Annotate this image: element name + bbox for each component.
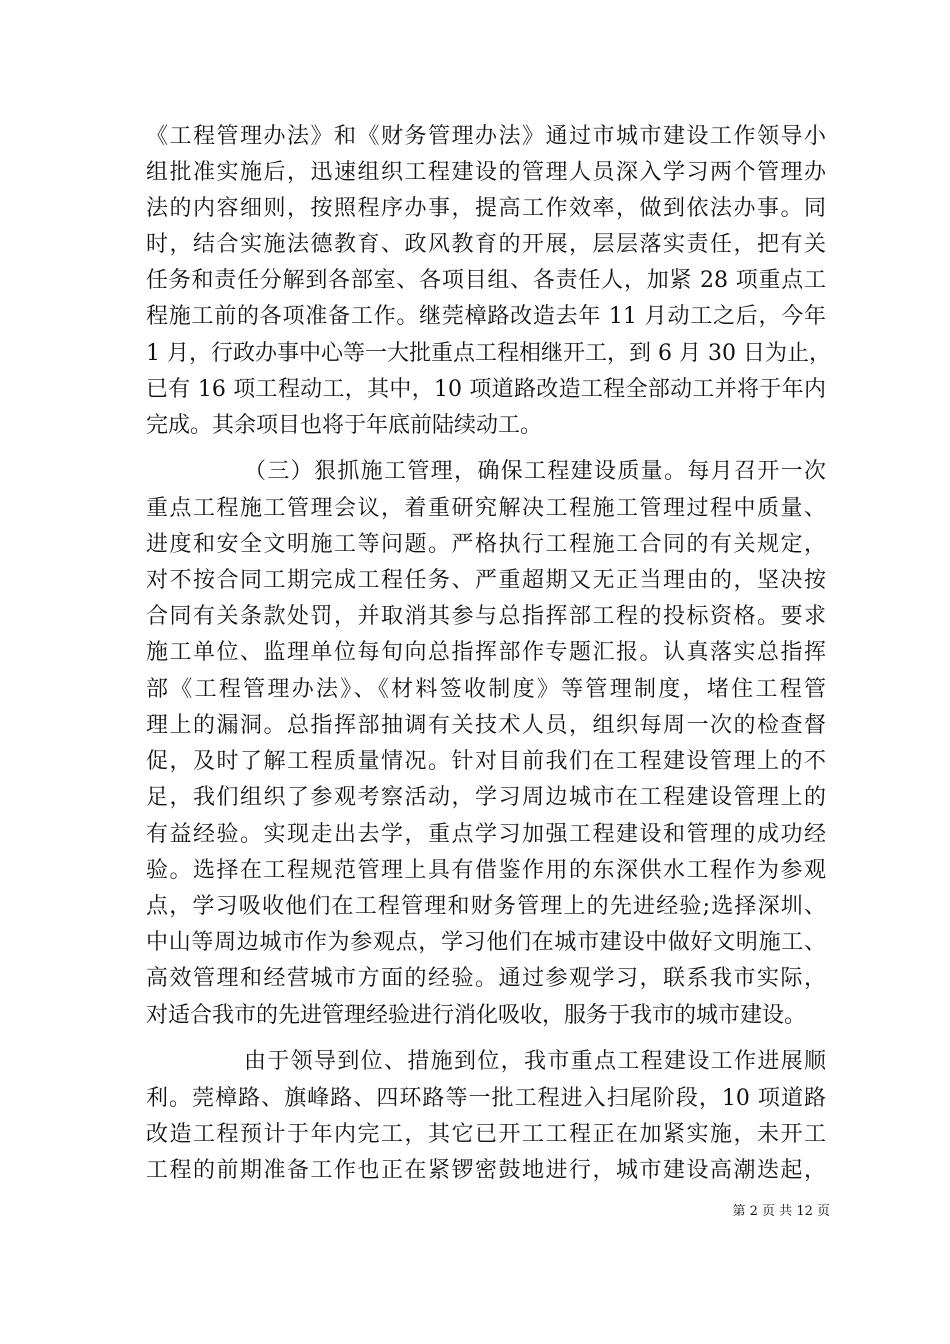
- paragraph-1-line-8: 已有 16 项工程动工，其中，10 项道路改造工程全部动工并将于年内: [146, 377, 826, 402]
- paragraph-2-line-16: 对适合我市的先进管理经验进行消化吸收，服务于我市的城市建设。: [146, 1003, 807, 1028]
- paragraph-3-line-1: 由于领导到位、措施到位，我市重点工程建设工作进展顺: [244, 1049, 826, 1074]
- page-number-footer: 第 2 页 共 12 页: [732, 1204, 830, 1219]
- paragraph-2-line-7: 部《工程管理办法》、《材料签收制度》等管理制度，堵住工程管: [146, 677, 826, 702]
- paragraph-2-line-12: 验。选择在工程规范管理上具有借鉴作用的东深供水工程作为参观: [146, 858, 826, 883]
- paragraph-2-line-1: （三）狠抓施工管理，确保工程建设质量。每月召开一次: [244, 459, 826, 484]
- paragraph-1-line-1: 《工程管理办法》和《财务管理办法》通过市城市建设工作领导小: [146, 124, 826, 149]
- paragraph-2-line-3: 进度和安全文明施工等问题。严格执行工程施工合同的有关规定，: [146, 532, 826, 557]
- paragraph-1-line-6: 程施工前的各项准备工作。继莞樟路改造去年 11 月动工之后，今年: [146, 304, 826, 329]
- paragraph-3-line-4: 工程的前期准备工作也正在紧锣密鼓地进行，城市建设高潮迭起，: [146, 1158, 826, 1183]
- paragraph-2-line-11: 有益经验。实现走出去学，重点学习加强工程建设和管理的成功经: [146, 822, 826, 847]
- paragraph-1-line-4: 时，结合实施法德教育、政风教育的开展，层层落实责任，把有关: [146, 232, 826, 257]
- paragraph-3-line-2: 利。莞樟路、旗峰路、四环路等一批工程进入扫尾阶段，10 项道路: [146, 1086, 826, 1111]
- paragraph-2-line-5: 合同有关条款处罚，并取消其参与总指挥部工程的投标资格。要求: [146, 604, 826, 629]
- paragraph-1-line-9: 完成。其余项目也将于年底前陆续动工。: [146, 413, 543, 438]
- paragraph-2-line-10: 足，我们组织了参观考察活动，学习周边城市在工程建设管理上的: [146, 785, 826, 810]
- paragraph-2-line-15: 高效管理和经营城市方面的经验。通过参观学习，联系我市实际，: [146, 966, 826, 991]
- paragraph-2-line-8: 理上的漏洞。总指挥部抽调有关技术人员，组织每周一次的检查督: [146, 713, 826, 738]
- paragraph-1-line-5: 任务和责任分解到各部室、各项目组、各责任人，加紧 28 项重点工: [146, 268, 826, 293]
- paragraph-2-line-13: 点，学习吸收他们在工程管理和财务管理上的先进经验;选择深圳、: [146, 894, 826, 919]
- paragraph-1-line-2: 组批准实施后，迅速组织工程建设的管理人员深入学习两个管理办: [146, 160, 826, 185]
- paragraph-1-line-3: 法的内容细则，按照程序办事，提高工作效率，做到依法办事。同: [146, 196, 826, 221]
- paragraph-2-line-2: 重点工程施工管理会议，着重研究解决工程施工管理过程中质量、: [146, 496, 826, 521]
- paragraph-2-line-4: 对不按合同工期完成工程任务、严重超期又无正当理由的，坚决按: [146, 568, 826, 593]
- paragraph-2-line-9: 促，及时了解工程质量情况。针对目前我们在工程建设管理上的不: [146, 749, 826, 774]
- paragraph-3-line-3: 改造工程预计于年内完工，其它已开工工程正在加紧实施，未开工: [146, 1122, 826, 1147]
- paragraph-2-line-6: 施工单位、监理单位每旬向总指挥部作专题汇报。认真落实总指挥: [146, 640, 826, 665]
- paragraph-2-line-14: 中山等周边城市作为参观点，学习他们在城市建设中做好文明施工、: [146, 930, 826, 955]
- paragraph-1-line-7: 1 月，行政办事中心等一大批重点工程相继开工，到 6 月 30 日为止，: [146, 341, 831, 366]
